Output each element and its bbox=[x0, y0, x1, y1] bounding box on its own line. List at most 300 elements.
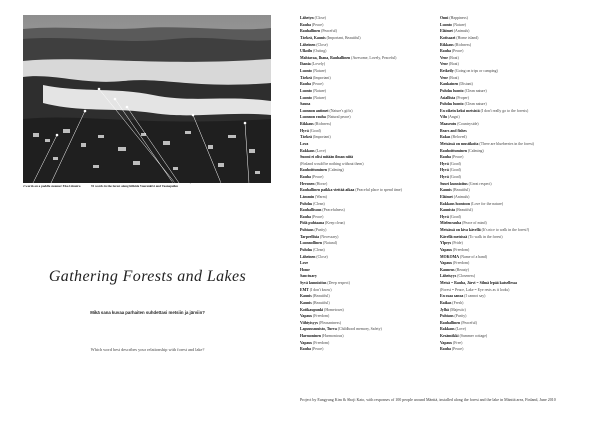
response-word: Kävellä metsissä bbox=[440, 234, 468, 239]
callout-mantta-vuine: 3 words at Mäntä Vuine Oy bbox=[154, 180, 192, 184]
response-entry bbox=[300, 214, 402, 221]
response-word: Bears and fishes bbox=[440, 128, 467, 133]
response-entry bbox=[440, 313, 534, 320]
response-translation: (Great respect) bbox=[468, 181, 492, 186]
response-translation: (Important) bbox=[312, 135, 331, 140]
response-translation: (Clean) bbox=[313, 247, 325, 252]
response-word: Suomi ei olisi mitään ilman niitä bbox=[300, 155, 354, 160]
response-entry bbox=[300, 61, 402, 68]
response-entry bbox=[440, 68, 534, 75]
response-entry bbox=[300, 42, 402, 49]
response-translation: (Nature) bbox=[452, 22, 466, 27]
response-entry bbox=[300, 15, 402, 22]
response-translation: (It's nice to walk in the forest!) bbox=[481, 228, 530, 232]
response-word: Puhdas luonto bbox=[440, 88, 464, 93]
response-word: Rauha bbox=[300, 22, 311, 27]
response-word: Läheinen bbox=[300, 254, 316, 259]
response-translation: (Nature's gifts) bbox=[329, 108, 353, 113]
response-word: Rauha bbox=[440, 49, 451, 54]
response-translation: (Angst) bbox=[447, 115, 460, 120]
response-entry bbox=[440, 293, 534, 300]
response-entry bbox=[300, 75, 402, 82]
response-entry bbox=[440, 346, 534, 353]
response-entry bbox=[300, 134, 402, 141]
response-translation: (Name of a band) bbox=[459, 254, 487, 259]
response-entry bbox=[440, 35, 534, 42]
response-entry bbox=[300, 234, 402, 241]
response-entry bbox=[440, 174, 534, 181]
response-translation: (Peace) bbox=[311, 22, 324, 27]
response-entry bbox=[300, 148, 402, 155]
response-word: Puhdas luonto bbox=[440, 102, 464, 107]
response-translation: (Horse) bbox=[315, 181, 328, 186]
response-entry bbox=[440, 234, 534, 241]
aerial-photo bbox=[23, 15, 271, 183]
response-word: Pidä puhtaana bbox=[300, 221, 325, 226]
response-word: Tarpeellisia bbox=[300, 234, 320, 239]
response-word: Tärkeä bbox=[300, 75, 312, 80]
response-word: Luonnollinen bbox=[300, 241, 323, 246]
response-entry bbox=[300, 247, 402, 254]
response-word: Sauna bbox=[300, 102, 311, 107]
response-word: Ulkoilu bbox=[300, 49, 313, 54]
response-entry bbox=[300, 273, 402, 280]
response-entry bbox=[300, 141, 402, 148]
response-translation: (Good) bbox=[449, 168, 461, 173]
response-translation: (Distant) bbox=[459, 82, 473, 87]
response-word: Rauhallisuus bbox=[300, 208, 322, 213]
response-entry bbox=[300, 128, 402, 135]
response-entry bbox=[440, 121, 534, 128]
response-translation: (Clean nature) bbox=[464, 88, 487, 93]
response-word: Rauhallinen paikka viettää aikaa bbox=[300, 188, 355, 193]
response-translation: (Boat) bbox=[448, 75, 459, 80]
response-word: Vapaus bbox=[440, 261, 453, 266]
callout-serlachius: 1 word at G.A. Serlachius Museum bbox=[213, 180, 261, 184]
response-word: Harmoninen bbox=[300, 334, 321, 338]
response-word: Home bbox=[300, 267, 310, 272]
response-word: Hyvä bbox=[300, 128, 309, 133]
response-word: Tärkeä bbox=[300, 135, 312, 140]
response-entry bbox=[440, 247, 534, 254]
response-entry bbox=[300, 68, 402, 75]
response-entry bbox=[440, 300, 534, 307]
response-word: Sanctuary bbox=[300, 274, 317, 279]
response-translation: (Important) bbox=[312, 75, 331, 80]
response-word: Vene bbox=[440, 55, 448, 60]
response-entry bbox=[440, 326, 534, 333]
response-translation: (Harmonious) bbox=[321, 334, 344, 338]
response-translation: (Countryside) bbox=[457, 122, 479, 126]
response-entry bbox=[440, 227, 534, 234]
response-word: Kaunis bbox=[300, 300, 312, 305]
response-word: Mielenrauha bbox=[440, 221, 462, 226]
response-entry bbox=[440, 101, 534, 108]
response-word: Tärkeä, Kaunis bbox=[300, 35, 326, 40]
response-word: Luonto bbox=[300, 69, 312, 73]
photo-callouts bbox=[23, 181, 273, 201]
response-entry bbox=[300, 260, 402, 267]
response-entry bbox=[440, 194, 534, 201]
response-translation: (Natural peace) bbox=[326, 115, 351, 120]
response-translation: (Good) bbox=[309, 128, 321, 133]
response-word: Ylpeys bbox=[440, 241, 452, 246]
callout-paddle-steamer: 2 words on a paddle steamer Elsa Liinaira bbox=[23, 184, 81, 188]
response-entry bbox=[300, 48, 402, 55]
response-entry bbox=[300, 114, 402, 121]
response-translation: (Beautiful) bbox=[455, 208, 473, 213]
response-word: Luonto bbox=[300, 88, 312, 93]
callout-forest-hillside: 91 words in the forest along hillside Vuorenkivi and Vaanapolku bbox=[91, 184, 178, 188]
page-title: Gathering Forests and Lakes bbox=[48, 268, 247, 285]
response-translation: (Forest = Peace, Lake = Eye rests as it looks) bbox=[440, 287, 510, 292]
response-translation: (Home island) bbox=[456, 35, 479, 40]
responses-column-1 bbox=[300, 15, 402, 353]
response-translation: (Clean nature) bbox=[464, 102, 487, 107]
response-word: Vapaus bbox=[440, 340, 453, 345]
response-entry bbox=[440, 28, 534, 35]
response-translation: (Childhood memory, Safety) bbox=[337, 327, 382, 332]
response-translation: (Purity) bbox=[314, 228, 327, 232]
response-translation: (Fresh) bbox=[452, 300, 464, 305]
response-word: Läheisyys bbox=[440, 274, 457, 279]
response-entry bbox=[440, 207, 534, 214]
response-entry bbox=[300, 340, 402, 347]
response-translation: (Peacefulness) bbox=[322, 208, 345, 213]
response-translation: (Calming) bbox=[327, 168, 344, 173]
response-translation: (Clean) bbox=[313, 201, 325, 206]
response-word: Eläimet bbox=[440, 194, 453, 199]
response-word: Lämmin bbox=[300, 194, 315, 199]
response-entry bbox=[440, 161, 534, 168]
response-translation: (Happiness) bbox=[449, 16, 468, 20]
response-translation: (Richness) bbox=[314, 122, 332, 126]
response-word: Kaukainen bbox=[440, 82, 459, 87]
response-word: Eläimet bbox=[440, 29, 453, 34]
response-word: Rauha bbox=[300, 82, 311, 87]
response-word: Kauneus bbox=[440, 267, 455, 272]
response-translation: (Warm) bbox=[315, 194, 327, 199]
response-entry bbox=[440, 48, 534, 55]
response-word: Suuri kunnioitus bbox=[440, 181, 468, 186]
response-translation: (Love for the nature) bbox=[471, 201, 504, 206]
response-word: Hyvä bbox=[440, 161, 449, 166]
response-word: Asiallista bbox=[440, 95, 456, 100]
response-entry bbox=[440, 220, 534, 227]
response-translation: (I don't really go to the forests) bbox=[480, 108, 529, 113]
response-word: Rikkaus bbox=[440, 42, 454, 47]
response-translation: (Good) bbox=[449, 214, 461, 219]
response-word: Luonto bbox=[440, 22, 452, 27]
response-entry bbox=[300, 320, 402, 327]
response-entry bbox=[300, 207, 402, 214]
response-entry bbox=[440, 214, 534, 221]
response-entry bbox=[440, 201, 534, 208]
response-translation: (Pleasantness) bbox=[318, 320, 341, 325]
response-entry bbox=[440, 81, 534, 88]
response-entry bbox=[440, 141, 534, 148]
question-finnish: Mikä sana kuvaa parhaiten suhdettasi metsiin ja järviin? bbox=[90, 310, 205, 315]
response-word: Puhtaus bbox=[440, 314, 454, 319]
response-entry bbox=[440, 340, 534, 347]
response-translation: (I cannot say) bbox=[464, 294, 486, 299]
response-translation: (Awesome, Lovely, Peaceful) bbox=[351, 55, 397, 60]
response-word: Rakkaus bbox=[300, 148, 315, 153]
response-entry bbox=[440, 61, 534, 68]
response-word: Raikas bbox=[440, 300, 452, 305]
response-entry bbox=[300, 254, 402, 261]
response-entry bbox=[300, 81, 402, 88]
response-translation: (Peace) bbox=[311, 175, 324, 179]
response-entry bbox=[440, 167, 534, 174]
response-translation: (Peace) bbox=[451, 347, 464, 352]
response-entry bbox=[300, 346, 402, 353]
response-entry bbox=[300, 167, 402, 174]
response-translation: (Peace of mind) bbox=[462, 221, 487, 226]
response-entry bbox=[300, 333, 402, 340]
response-word: Rauhoittuminen bbox=[440, 148, 467, 153]
response-translation: (Peaceful) bbox=[461, 320, 477, 325]
response-word: Luonnon antimet bbox=[300, 108, 329, 113]
response-word: MOKOMA bbox=[440, 254, 460, 259]
response-entry bbox=[440, 55, 534, 62]
response-translation: (Nature) bbox=[312, 69, 326, 73]
response-translation: (Beautiful) bbox=[312, 294, 330, 299]
response-word: Metsässä on kiva kävellä bbox=[440, 228, 481, 232]
response-translation: (Close) bbox=[316, 254, 328, 259]
response-translation: (Beauty) bbox=[455, 267, 469, 272]
response-word: Vene bbox=[440, 75, 448, 80]
response-translation: (Boat) bbox=[448, 55, 459, 60]
response-word: Kesämökki bbox=[440, 334, 459, 338]
response-translation: (Love) bbox=[455, 327, 466, 332]
response-translation: (Good) bbox=[449, 161, 461, 166]
response-translation: (Calming) bbox=[467, 148, 484, 153]
response-entry bbox=[300, 240, 402, 247]
response-entry bbox=[300, 227, 402, 234]
response-entry bbox=[440, 287, 534, 294]
response-word: Retkeily bbox=[440, 69, 454, 73]
response-entry bbox=[300, 194, 402, 201]
question-english: Which word best describes your relationship with forest and lake? bbox=[90, 347, 205, 352]
response-translation: (Peaceful place to spend time) bbox=[355, 188, 402, 193]
response-entry bbox=[300, 300, 402, 307]
response-entry bbox=[440, 22, 534, 29]
response-translation: (To walk in the forest) bbox=[468, 234, 503, 239]
response-translation: (Closeness) bbox=[457, 274, 476, 279]
response-word: Viihtyisyys bbox=[300, 320, 319, 325]
response-word: Rauhallinen bbox=[300, 29, 321, 34]
response-entry bbox=[440, 42, 534, 49]
response-translation: (Peace) bbox=[311, 214, 324, 219]
response-entry bbox=[300, 220, 402, 227]
response-entry bbox=[300, 307, 402, 314]
response-word: Luonto bbox=[300, 95, 312, 100]
response-translation: (Keep clean) bbox=[325, 221, 345, 226]
response-translation: (Close) bbox=[314, 16, 326, 20]
response-translation: (Majestic) bbox=[449, 307, 466, 312]
response-entry bbox=[300, 88, 402, 95]
response-word: Rauhoittuminen bbox=[300, 168, 327, 173]
response-word: Vilu bbox=[440, 115, 447, 120]
response-word: Puhdas bbox=[300, 201, 313, 206]
response-translation: (Boat) bbox=[448, 62, 459, 67]
response-word: Kotikaupunki bbox=[300, 307, 324, 312]
response-translation: (Peaceful) bbox=[321, 29, 337, 34]
response-translation: (Natural) bbox=[322, 241, 338, 246]
responses-column-2 bbox=[440, 15, 534, 353]
response-translation: (Peace) bbox=[311, 347, 324, 352]
response-word: EMT bbox=[300, 287, 309, 292]
response-word: Rakas bbox=[440, 135, 451, 140]
response-entry bbox=[440, 95, 534, 102]
response-word: Kaunis bbox=[440, 188, 452, 193]
response-word: Onni bbox=[440, 16, 449, 20]
response-word: Metsä = Rauha, Järvi = Silmä lepää katsellessa bbox=[440, 281, 517, 285]
response-word: Rauhallinen bbox=[440, 320, 461, 325]
response-word: Lova bbox=[300, 141, 309, 146]
response-translation: (Peace) bbox=[451, 49, 464, 54]
response-translation: (There are blueberries in the forest) bbox=[479, 141, 534, 146]
response-word: Puhtaus bbox=[300, 228, 314, 232]
response-translation: (Beautiful) bbox=[452, 188, 470, 193]
response-entry bbox=[300, 95, 402, 102]
response-translation: (Beautiful) bbox=[312, 300, 330, 305]
response-word: Hyvä bbox=[440, 175, 449, 179]
response-translation: (Freedom) bbox=[453, 247, 470, 252]
response-translation: (Hometown) bbox=[324, 307, 344, 312]
response-entry bbox=[440, 240, 534, 247]
response-translation: (Necessary) bbox=[320, 234, 339, 239]
response-entry bbox=[440, 75, 534, 82]
response-translation: (Freedom) bbox=[313, 340, 330, 345]
response-entry bbox=[440, 108, 534, 115]
response-translation: (Peace) bbox=[451, 155, 464, 160]
response-translation: (Proper) bbox=[456, 95, 469, 100]
response-translation: (Freedom) bbox=[453, 261, 470, 266]
response-word: En oikein keksi metsistä bbox=[440, 108, 480, 113]
response-word: Rauha bbox=[300, 347, 311, 352]
response-entry bbox=[300, 22, 402, 29]
response-word: Metsässä on mustikoita bbox=[440, 141, 479, 146]
response-word: Kaunista bbox=[440, 208, 455, 213]
response-word: Hevonen bbox=[300, 181, 315, 186]
response-entry bbox=[300, 181, 402, 188]
response-entry bbox=[440, 114, 534, 121]
response-translation: (I don't know) bbox=[309, 287, 332, 292]
response-entry bbox=[300, 326, 402, 333]
response-word: Rakkaus luontoon bbox=[440, 201, 471, 206]
response-entry bbox=[440, 88, 534, 95]
response-entry bbox=[300, 154, 402, 161]
response-word: Rauha bbox=[300, 175, 311, 179]
response-translation: (Summer cottage) bbox=[459, 334, 488, 338]
response-entry bbox=[300, 267, 402, 274]
response-entry bbox=[440, 187, 534, 194]
response-entry bbox=[300, 287, 402, 294]
response-word: Maaseutu bbox=[440, 122, 457, 126]
response-translation: (Good) bbox=[449, 175, 461, 179]
response-entry bbox=[300, 55, 402, 62]
response-entry bbox=[440, 128, 534, 135]
response-translation: (Peace) bbox=[311, 82, 324, 87]
response-translation: (Nature) bbox=[312, 95, 326, 100]
response-entry bbox=[300, 201, 402, 208]
response-entry bbox=[440, 15, 534, 22]
response-word: Vapaus bbox=[300, 340, 313, 345]
response-entry bbox=[300, 161, 402, 168]
response-word: Rakkaus bbox=[440, 327, 455, 332]
project-credits: Project by Eungyung Kim & Shoji Kato, with responses of 100 people around Mänttä, installed along the forest and the lake in Mänttä area, Finland, June 2010 bbox=[300, 397, 556, 402]
response-word: Läheinen bbox=[300, 42, 316, 47]
response-word: Hyvä bbox=[440, 214, 449, 219]
response-entry bbox=[300, 187, 402, 194]
response-word: Syvä kunnioitus bbox=[300, 281, 327, 285]
response-word: Vapaus bbox=[300, 314, 313, 319]
response-word: Ihania bbox=[300, 62, 311, 67]
response-word: Puhdas bbox=[300, 247, 313, 252]
response-entry bbox=[300, 174, 402, 181]
response-translation: (Important, Beautiful) bbox=[326, 35, 361, 40]
response-entry bbox=[300, 35, 402, 42]
response-word: Vapaus bbox=[440, 247, 453, 252]
response-translation: (Freedom) bbox=[313, 314, 330, 319]
response-word: Jylhä bbox=[440, 307, 449, 312]
response-entry bbox=[300, 101, 402, 108]
response-entry bbox=[300, 313, 402, 320]
response-word: Lähetyn bbox=[300, 16, 314, 20]
response-entry bbox=[440, 333, 534, 340]
response-translation: (Lovely) bbox=[311, 62, 326, 67]
response-entry bbox=[440, 280, 534, 287]
response-entry bbox=[440, 154, 534, 161]
response-translation: (Love) bbox=[315, 148, 326, 153]
response-translation: (Nature) bbox=[312, 88, 326, 93]
response-translation: (Pride) bbox=[452, 241, 463, 246]
aerial-photo-image bbox=[23, 15, 271, 183]
response-word: En osaa sanoa bbox=[440, 294, 464, 299]
response-word: Rauha bbox=[440, 155, 451, 160]
response-translation: (Purity) bbox=[454, 314, 467, 319]
response-word: Lapsuusmuisto, Turva bbox=[300, 327, 337, 332]
response-word: Hyvä bbox=[440, 168, 449, 173]
response-entry bbox=[440, 134, 534, 141]
response-word: Rauha bbox=[300, 214, 311, 219]
response-translation: (Animals) bbox=[453, 194, 470, 199]
response-word: Vene bbox=[440, 62, 448, 67]
response-translation: (Animals) bbox=[453, 29, 470, 34]
response-word: Rauha bbox=[440, 347, 451, 352]
callout-pelkis: 1 word at Pelkis bbox=[23, 180, 45, 184]
response-entry bbox=[300, 293, 402, 300]
response-word: Rikkaus bbox=[300, 122, 314, 126]
response-entry bbox=[300, 280, 402, 287]
response-entry bbox=[440, 254, 534, 261]
response-entry bbox=[440, 181, 534, 188]
response-entry bbox=[440, 148, 534, 155]
response-entry bbox=[440, 267, 534, 274]
response-entry bbox=[440, 320, 534, 327]
response-word: Kaunis bbox=[300, 294, 312, 299]
response-entry bbox=[300, 121, 402, 128]
response-word: Mahtavaa, Ihana, Rauhallinen bbox=[300, 55, 351, 60]
response-entry bbox=[440, 273, 534, 280]
response-translation: (Finland would be nothing without them) bbox=[300, 161, 364, 166]
response-translation: (Outing) bbox=[313, 49, 327, 54]
response-entry bbox=[300, 108, 402, 115]
response-entry bbox=[440, 260, 534, 267]
response-word: Kotisaari bbox=[440, 35, 456, 40]
